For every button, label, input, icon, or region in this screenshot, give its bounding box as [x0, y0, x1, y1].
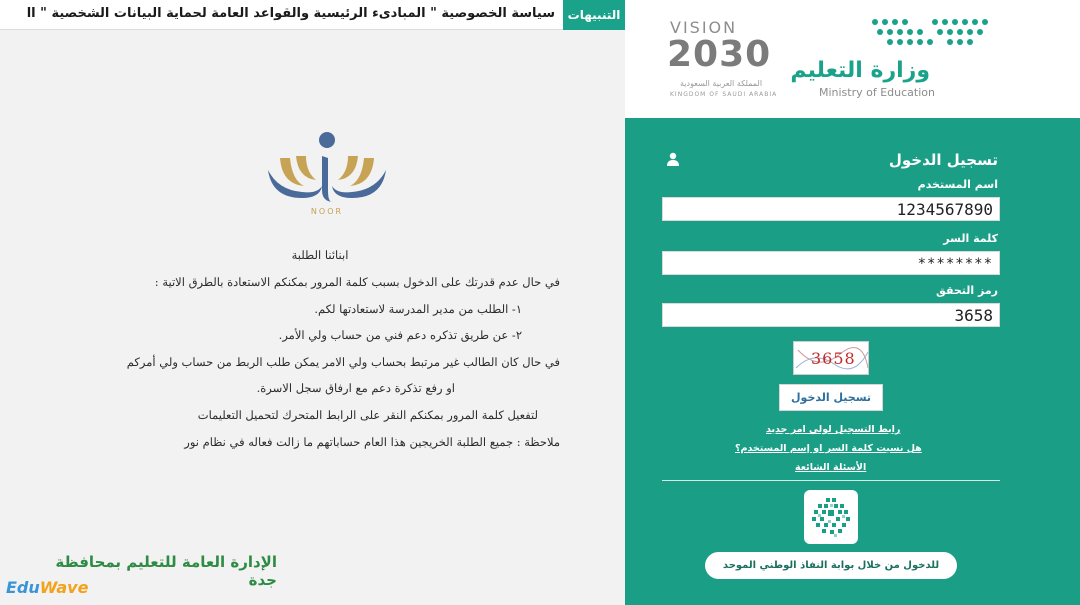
forgot-credentials-link[interactable]: هل نسيت كلمة السر او إسم المستخدم؟ [735, 443, 922, 454]
notes-line: او رفع تذكرة دعم مع ارفاق سجل الاسرة. [256, 381, 455, 395]
captcha-image [793, 341, 869, 375]
noor-logo-text: NOOR [310, 207, 344, 216]
nafath-login-button[interactable]: للدخول من خلال بوابة النفاذ الوطني الموحد [705, 552, 957, 579]
ministry-name-ar: وزارة التعليم [790, 58, 930, 83]
ticker-message[interactable]: سياسة الخصوصية " المبادىء الرئيسية والقواعد العامة لحماية البيانات الشخصية " اا [26, 6, 555, 21]
ministry-name-en: Ministry of Education [818, 86, 935, 99]
username-label: اسم المستخدم [917, 178, 998, 191]
notes-line: لتفعيل كلمة المرور بمكنكم النقر على الرابط المتحرك لتحميل التعليمات [197, 408, 538, 422]
noor-logo-icon [262, 128, 392, 210]
eduwave-wave: Wave [39, 578, 89, 597]
register-parent-link[interactable]: رابط التسجيل لولي امر جديد [766, 424, 901, 435]
username-input[interactable]: 1234567890 [662, 197, 1000, 221]
vision-kingdom-en: KINGDOM OF SAUDI ARABIA [670, 91, 778, 98]
faq-link[interactable]: الأسئلة الشائعة [795, 462, 867, 473]
ministry-dots-icon [865, 16, 995, 52]
nafath-qr[interactable] [804, 490, 858, 544]
eduwave-logo [6, 578, 88, 597]
header-logos [625, 0, 1080, 118]
announcement-ticker [0, 0, 625, 30]
vision-word: VISION [670, 18, 738, 37]
login-title: تسجيل الدخول [888, 151, 998, 169]
department-name: الإدارة العامة للتعليم بمحافظة جدة [55, 553, 277, 589]
login-button[interactable]: تسجيل الدخول [779, 384, 883, 411]
eduwave-edu: Edu [6, 578, 40, 597]
notes-line: في حال كان الطالب غير مرتبط بحساب ولي الامر يمكن طلب الربط من حساب ولي أمركم [126, 355, 560, 369]
notes-line: ملاحظة : جميع الطلبة الخريجين هذا العام حساباتهم ما زالت فعاله في نظام نور [184, 435, 560, 449]
captcha-input[interactable]: 3658 [662, 303, 1000, 327]
password-label: كلمة السر [943, 232, 998, 245]
captcha-label: رمز التحقق [936, 284, 998, 297]
notes-greeting: ابنائنا الطلبة [291, 248, 349, 262]
notes-line: في حال عدم قدرتك على الدخول بسبب كلمة المرور بمكنكم الاستعادة بالطرق الاتية : [154, 275, 560, 289]
nafath-logo-icon [804, 490, 858, 544]
captcha-text: 3658 [811, 349, 856, 368]
notes-line: ١- الطلب من مدير المدرسة لاستعادتها لكم. [314, 302, 522, 316]
divider [662, 480, 1000, 481]
alerts-tab[interactable]: التنبيهات [563, 0, 625, 30]
vision-year: 2030 [667, 34, 772, 75]
notes-line: ٢- عن طريق تذكره دعم فني من حساب ولي الأمر. [278, 328, 522, 342]
login-panel [625, 118, 1080, 605]
vision-kingdom-ar: المملكة العربية السعودية [680, 79, 763, 88]
user-icon [667, 152, 679, 166]
password-input[interactable]: ******** [662, 251, 1000, 275]
